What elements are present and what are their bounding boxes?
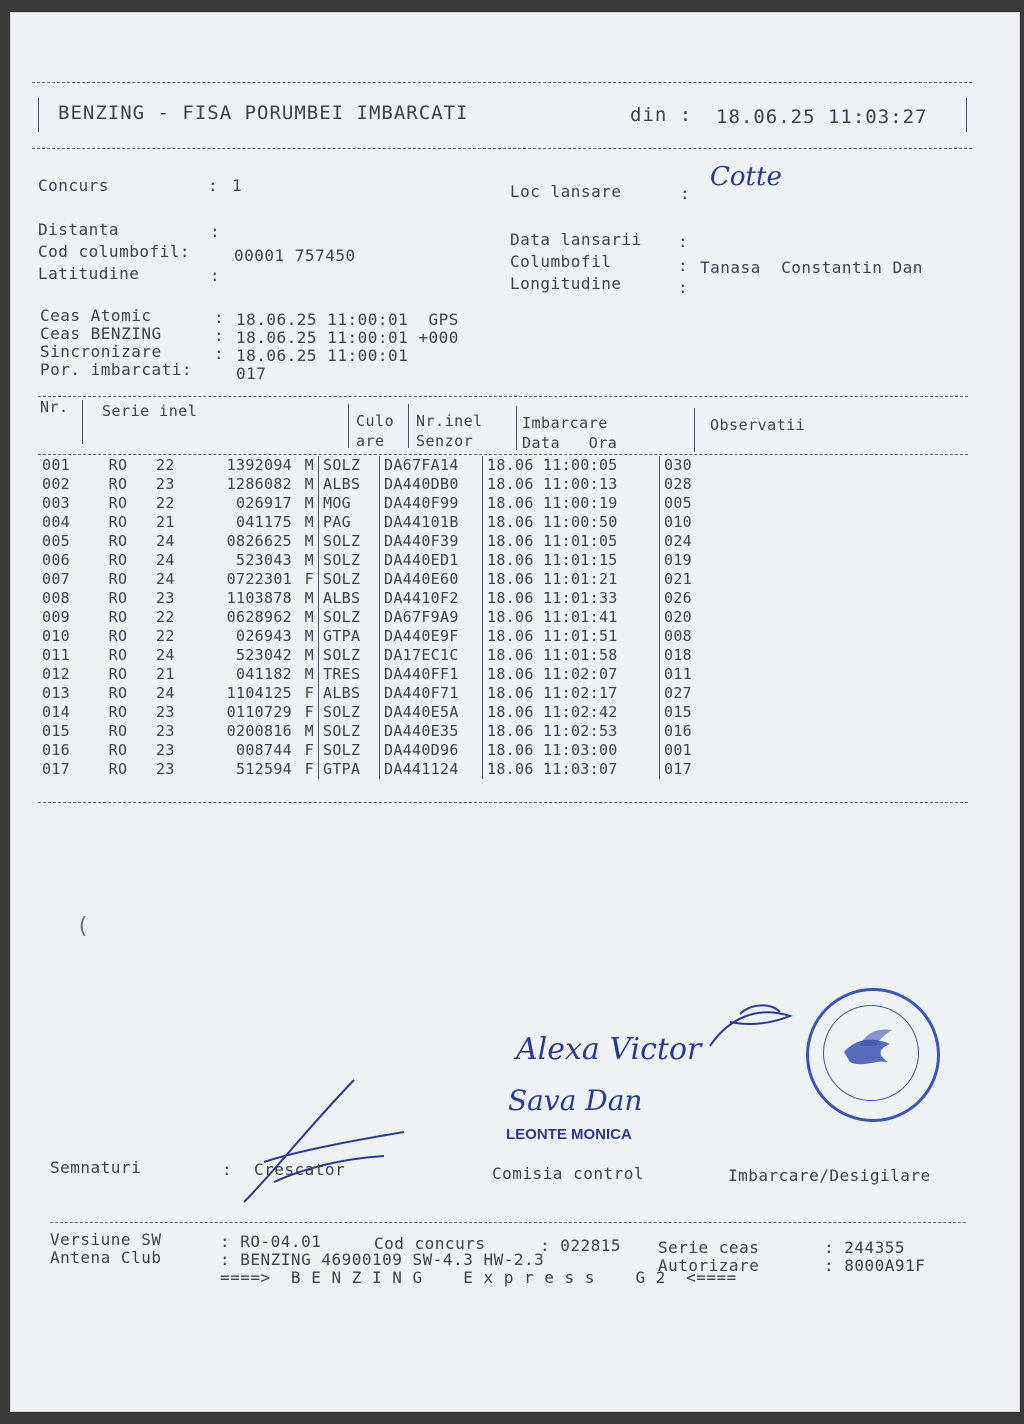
table-row	[38, 741, 728, 760]
cell-sex: M	[296, 551, 319, 570]
loc-lansare-label: Loc lansare	[510, 182, 622, 201]
cell-color: SOLZ	[319, 456, 380, 475]
cell-ring-nr: 008	[42, 589, 70, 607]
cell-ring-number: 0200816	[226, 722, 292, 740]
por-imbarcati-value: 017	[236, 364, 267, 383]
cell-ring-number: 1392094	[226, 456, 292, 474]
cell-color: GTPA	[319, 760, 380, 779]
cell-ring-nr: 016	[42, 741, 70, 759]
autorizare-value: : 8000A91F	[824, 1256, 926, 1275]
col-header-are: are	[356, 432, 385, 450]
cell-sex: F	[296, 741, 319, 760]
semnaturi-colon: :	[222, 1160, 233, 1179]
cell-ring-country: RO	[108, 513, 128, 531]
cell-ring-nr: 002	[42, 475, 70, 493]
cell-ring-country: RO	[108, 646, 128, 664]
cell-sensor-ring: DA17EC1C	[380, 646, 483, 665]
cell-ring-nr: 001	[42, 456, 70, 474]
ceas-benzing-value: 18.06.25 11:00:01 +000	[236, 328, 459, 347]
table-row	[38, 760, 728, 779]
cell-ring-number: 523043	[236, 551, 292, 569]
cell-boarding-datetime: 18.06 11:02:17	[483, 684, 660, 703]
cell-ring-nr: 004	[42, 513, 70, 531]
longitudine-label: Longitudine	[510, 274, 622, 293]
ceas-atomic-value: 18.06.25 11:00:01 GPS	[236, 310, 459, 329]
cell-ring-number: 1104125	[226, 684, 292, 702]
cell-ring-nr: 007	[42, 570, 70, 588]
printout-sheet	[10, 12, 1020, 1412]
cell-boarding-datetime: 18.06 11:02:07	[483, 665, 660, 684]
cell-ring-year: 21	[156, 513, 175, 531]
cell-ring-number: 0722301	[226, 570, 292, 588]
cell-sensor-ring: DA440E35	[380, 722, 483, 741]
cell-ring-year: 22	[156, 627, 175, 645]
cell-observation: 005	[664, 494, 692, 512]
cell-observation: 018	[664, 646, 692, 664]
cell-ring-number: 026917	[236, 494, 292, 512]
cell-ring-country: RO	[108, 456, 128, 474]
autorizare-label: Autorizare	[658, 1256, 760, 1275]
table-row	[38, 665, 728, 684]
header-top-rule	[32, 82, 972, 83]
cell-sensor-ring: DA440F71	[380, 684, 483, 703]
cell-boarding-datetime: 18.06 11:00:50	[483, 513, 660, 532]
cell-boarding-datetime: 18.06 11:00:05	[483, 456, 660, 475]
cell-color: ALBS	[319, 684, 380, 703]
cell-color: PAG	[319, 513, 380, 532]
pigeon-table	[38, 456, 728, 779]
table-header-rule	[38, 454, 968, 455]
cell-sensor-ring: DA440F39	[380, 532, 483, 551]
columbofil-label: Columbofil	[510, 252, 612, 271]
cell-ring-country: RO	[108, 703, 128, 721]
ceas-benzing-colon: :	[214, 326, 225, 345]
col-header-serie: Serie inel	[102, 402, 198, 420]
col-divider-imbarcare	[694, 408, 695, 452]
pen-mark: (	[76, 914, 90, 939]
cell-observation: 016	[664, 722, 692, 740]
col-header-observatii: Observatii	[710, 416, 806, 434]
cell-observation: 026	[664, 589, 692, 607]
cell-sex: M	[296, 646, 319, 665]
col-header-senzor: Senzor	[416, 432, 474, 450]
cell-ring-nr: 011	[42, 646, 70, 664]
cell-sex: M	[296, 665, 319, 684]
cell-ring-number: 0110729	[226, 703, 292, 721]
concurs-value: 1	[232, 176, 243, 195]
cell-boarding-datetime: 18.06 11:03:07	[483, 760, 660, 779]
cell-ring-nr: 009	[42, 608, 70, 626]
col-header-culo: Culo	[356, 412, 395, 430]
longitudine-colon: :	[678, 278, 689, 297]
table-row	[38, 570, 728, 589]
cell-ring-country: RO	[108, 665, 128, 683]
table-row	[38, 722, 728, 741]
cell-sensor-ring: DA67F9A9	[380, 608, 483, 627]
cell-sex: M	[296, 456, 319, 475]
cell-sensor-ring: DA440ED1	[380, 551, 483, 570]
cell-ring-nr: 012	[42, 665, 70, 683]
header-din-label: din :	[630, 104, 693, 126]
cell-ring-nr: 013	[42, 684, 70, 702]
cell-sensor-ring: DA440DB0	[380, 475, 483, 494]
col-header-data-ora: Data Ora	[522, 434, 618, 452]
cell-sex: F	[296, 703, 319, 722]
distanta-colon: :	[210, 222, 221, 241]
cell-boarding-datetime: 18.06 11:02:42	[483, 703, 660, 722]
distanta-label: Distanta	[38, 220, 120, 239]
col-divider-senzor	[516, 406, 517, 450]
cell-ring-country: RO	[108, 627, 128, 645]
cell-sex: M	[296, 589, 319, 608]
cell-ring-nr: 005	[42, 532, 70, 550]
table-row	[38, 456, 728, 475]
cell-observation: 030	[664, 456, 692, 474]
cell-sensor-ring: DA440D96	[380, 741, 483, 760]
cell-sex: F	[296, 684, 319, 703]
table-bottom-rule	[38, 802, 968, 803]
cod-concurs-label: Cod concurs	[374, 1234, 486, 1253]
cell-sensor-ring: DA440FF1	[380, 665, 483, 684]
antena-label: Antena Club	[50, 1248, 162, 1267]
cell-ring-year: 24	[156, 570, 175, 588]
table-row	[38, 703, 728, 722]
cell-color: TRES	[319, 665, 380, 684]
cell-color: SOLZ	[319, 551, 380, 570]
concurs-colon: :	[208, 176, 219, 195]
cell-sex: M	[296, 513, 319, 532]
cell-ring-country: RO	[108, 475, 128, 493]
footer-rule	[50, 1222, 966, 1223]
cell-observation: 028	[664, 475, 692, 493]
por-imbarcati-label: Por. imbarcati:	[40, 360, 192, 379]
cell-ring-nr: 006	[42, 551, 70, 569]
header-right-border	[966, 98, 967, 132]
cell-sensor-ring: DA44101B	[380, 513, 483, 532]
cell-ring-nr: 010	[42, 627, 70, 645]
cell-boarding-datetime: 18.06 11:03:00	[483, 741, 660, 760]
cell-ring-number: 041182	[236, 665, 292, 683]
col-header-nrinel: Nr.inel	[416, 412, 483, 430]
cell-ring-year: 23	[156, 703, 175, 721]
cell-observation: 024	[664, 532, 692, 550]
cell-observation: 010	[664, 513, 692, 531]
latitudine-colon: :	[210, 266, 221, 285]
cell-ring-year: 24	[156, 532, 175, 550]
cell-ring-number: 512594	[236, 760, 292, 778]
cell-sensor-ring: DA67FA14	[380, 456, 483, 475]
col-divider-nr	[82, 400, 83, 444]
loc-lansare-colon: :	[680, 184, 691, 203]
crescator-label: Crescator	[254, 1160, 346, 1179]
cell-ring-country: RO	[108, 608, 128, 626]
cell-observation: 015	[664, 703, 692, 721]
club-stamp	[806, 988, 940, 1122]
cell-color: GTPA	[319, 627, 380, 646]
cell-ring-number: 523042	[236, 646, 292, 664]
signature-sava: Sava Dan	[508, 1084, 643, 1117]
cell-ring-year: 22	[156, 608, 175, 626]
cell-ring-number: 026943	[236, 627, 292, 645]
sincronizare-value: 18.06.25 11:00:01	[236, 346, 409, 365]
cell-boarding-datetime: 18.06 11:00:13	[483, 475, 660, 494]
table-row	[38, 608, 728, 627]
cell-sensor-ring: DA440E60	[380, 570, 483, 589]
cod-columbofil-label: Cod columbofil:	[38, 242, 190, 261]
cell-ring-year: 22	[156, 456, 175, 474]
cell-boarding-datetime: 18.06 11:01:41	[483, 608, 660, 627]
cell-ring-number: 0826625	[226, 532, 292, 550]
cell-boarding-datetime: 18.06 11:02:53	[483, 722, 660, 741]
cell-ring-year: 22	[156, 494, 175, 512]
pigeon-table-body	[38, 456, 728, 779]
cell-sex: M	[296, 608, 319, 627]
comisia-control-label: Comisia control	[492, 1164, 644, 1183]
columbofil-value: Tanasa Constantin Dan	[700, 258, 923, 277]
cell-ring-number: 1103878	[226, 589, 292, 607]
cell-ring-number: 008744	[236, 741, 292, 759]
table-row	[38, 551, 728, 570]
stamp-inner-ring	[823, 1005, 919, 1101]
imbarcare-desigilare-label: Imbarcare/Desigilare	[728, 1166, 931, 1185]
cell-boarding-datetime: 18.06 11:01:51	[483, 627, 660, 646]
col-header-nr: Nr.	[40, 398, 69, 416]
cell-ring-country: RO	[108, 570, 128, 588]
cell-observation: 019	[664, 551, 692, 569]
cell-ring-nr: 014	[42, 703, 70, 721]
header-left-border	[38, 98, 39, 132]
cell-color: ALBS	[319, 475, 380, 494]
cell-ring-nr: 015	[42, 722, 70, 740]
cell-ring-nr: 003	[42, 494, 70, 512]
cell-sex: M	[296, 722, 319, 741]
cell-ring-country: RO	[108, 760, 128, 778]
cell-sex: M	[296, 532, 319, 551]
table-row	[38, 475, 728, 494]
cell-ring-year: 21	[156, 665, 175, 683]
antena-value: : BENZING 46900109 SW-4.3 HW-2.3	[220, 1250, 545, 1269]
table-row	[38, 627, 728, 646]
table-row	[38, 589, 728, 608]
table-row	[38, 494, 728, 513]
ceas-atomic-label: Ceas Atomic	[40, 306, 152, 325]
cell-ring-year: 23	[156, 589, 175, 607]
cell-sex: F	[296, 760, 319, 779]
cell-color: SOLZ	[319, 532, 380, 551]
cell-ring-country: RO	[108, 551, 128, 569]
cell-sex: M	[296, 494, 319, 513]
cell-boarding-datetime: 18.06 11:01:05	[483, 532, 660, 551]
cod-concurs-value: : 022815	[540, 1236, 622, 1255]
versiune-value: : RO-04.01	[220, 1232, 322, 1251]
cell-ring-number: 1286082	[226, 475, 292, 493]
cell-boarding-datetime: 18.06 11:01:58	[483, 646, 660, 665]
data-lansarii-label: Data lansarii	[510, 230, 642, 249]
sincronizare-label: Sincronizare	[40, 342, 162, 361]
cell-sensor-ring: DA4410F2	[380, 589, 483, 608]
cell-sensor-ring: DA440E5A	[380, 703, 483, 722]
table-row	[38, 646, 728, 665]
serie-ceas-label: Serie ceas	[658, 1238, 760, 1257]
benzing-express-banner: ====> B E N Z I N G E x p r e s s G 2 <====	[220, 1268, 737, 1287]
cell-ring-year: 23	[156, 722, 175, 740]
cell-color: SOLZ	[319, 703, 380, 722]
cell-sex: F	[296, 570, 319, 589]
cell-boarding-datetime: 18.06 11:00:19	[483, 494, 660, 513]
cell-color: SOLZ	[319, 608, 380, 627]
cell-observation: 020	[664, 608, 692, 626]
loc-lansare-handwritten: Cotte	[710, 162, 782, 192]
ceas-benzing-label: Ceas BENZING	[40, 324, 162, 343]
sincronizare-colon: :	[214, 344, 225, 363]
col-header-imbarcare: Imbarcare	[522, 414, 608, 432]
table-row	[38, 532, 728, 551]
cell-sensor-ring: DA441124	[380, 760, 483, 779]
cell-ring-year: 23	[156, 741, 175, 759]
cell-ring-year: 24	[156, 684, 175, 702]
header-title: BENZING - FISA PORUMBEI IMBARCATI	[58, 102, 469, 124]
table-row	[38, 513, 728, 532]
cell-sensor-ring: DA440E9F	[380, 627, 483, 646]
cell-color: SOLZ	[319, 722, 380, 741]
serie-ceas-value: : 244355	[824, 1238, 906, 1257]
cell-ring-country: RO	[108, 494, 128, 512]
columbofil-colon: :	[678, 256, 689, 275]
concurs-label: Concurs	[38, 176, 109, 195]
cell-observation: 008	[664, 627, 692, 645]
ceas-atomic-colon: :	[214, 308, 225, 327]
cell-ring-country: RO	[108, 684, 128, 702]
cod-columbofil-value: 00001 757450	[234, 246, 356, 265]
cell-boarding-datetime: 18.06 11:01:15	[483, 551, 660, 570]
cell-observation: 011	[664, 665, 692, 683]
cell-ring-year: 24	[156, 646, 175, 664]
table-row	[38, 684, 728, 703]
control-signature-icon	[700, 996, 800, 1056]
semnaturi-label: Semnaturi	[50, 1158, 142, 1177]
cell-ring-country: RO	[108, 722, 128, 740]
cell-ring-year: 23	[156, 475, 175, 493]
table-top-rule	[38, 396, 968, 397]
cell-observation: 001	[664, 741, 692, 759]
header-bottom-rule	[32, 148, 972, 149]
cell-boarding-datetime: 18.06 11:01:33	[483, 589, 660, 608]
cell-boarding-datetime: 18.06 11:01:21	[483, 570, 660, 589]
cell-ring-year: 23	[156, 760, 175, 778]
crescator-signature-icon	[234, 1072, 424, 1212]
signature-alexa: Alexa Victor	[516, 1032, 702, 1067]
header-din-value: 18.06.25 11:03:27	[716, 106, 928, 128]
col-divider-culo	[408, 404, 409, 448]
cell-ring-country: RO	[108, 589, 128, 607]
cell-color: SOLZ	[319, 570, 380, 589]
cell-sensor-ring: DA440F99	[380, 494, 483, 513]
cell-color: SOLZ	[319, 741, 380, 760]
cell-sex: M	[296, 627, 319, 646]
cell-ring-country: RO	[108, 532, 128, 550]
data-lansarii-colon: :	[678, 232, 689, 251]
cell-ring-number: 041175	[236, 513, 292, 531]
cell-ring-country: RO	[108, 741, 128, 759]
cell-observation: 027	[664, 684, 692, 702]
col-divider-serie	[348, 404, 349, 448]
cell-ring-year: 24	[156, 551, 175, 569]
cell-color: MOG	[319, 494, 380, 513]
cell-observation: 017	[664, 760, 692, 778]
cell-ring-nr: 017	[42, 760, 70, 778]
signature-leonte-stamp: LEONTE MONICA	[506, 1126, 632, 1143]
latitudine-label: Latitudine	[38, 264, 140, 283]
cell-sex: M	[296, 475, 319, 494]
cell-ring-number: 0628962	[226, 608, 292, 626]
versiune-label: Versiune SW	[50, 1230, 162, 1249]
cell-observation: 021	[664, 570, 692, 588]
cell-color: SOLZ	[319, 646, 380, 665]
cell-color: ALBS	[319, 589, 380, 608]
